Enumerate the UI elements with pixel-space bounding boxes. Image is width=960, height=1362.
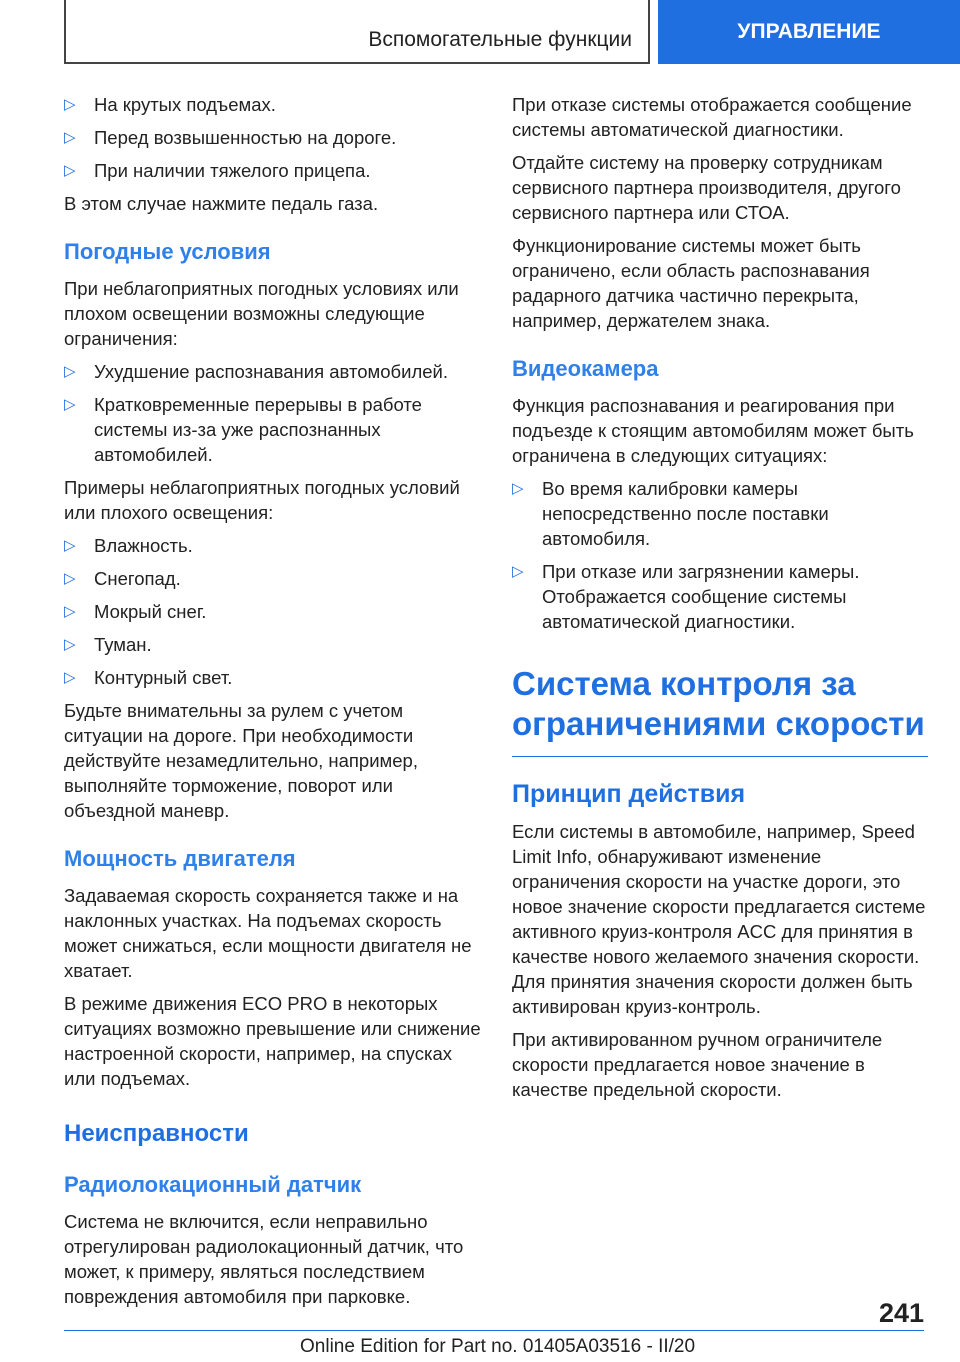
list-item: ▷ Ухудшение распознавания автомобилей. [64,361,449,382]
paragraph: В режиме движения ECO PRO в некоторых ситуациях возможно превышение или снижение настроенной скорости, например, на спусках или подъемах. [64,993,481,1089]
section-title: Вспомогательные функции [368,28,632,51]
paragraph: Система не включится, если неправильно отрегулирован радиолокационный датчик, что может, к примеру, являться последствием повреждения автомобиля при парковке. [64,1211,464,1307]
chapter-heading: Система контроля за ограничениями скорости [512,665,925,742]
triangle-right-icon: ▷ [64,129,76,146]
footer-divider [64,1330,924,1331]
list-item: ▷ Контурный свет. [64,667,233,688]
principle-heading: Принцип действия [512,780,746,808]
paragraph: Отдайте систему на проверку сотрудникам сервисного партнера производителя, другого сервисного партнера или СТОА. [512,152,901,223]
list-item: ▷ Влажность. [64,535,193,556]
left-column [64,92,482,1317]
paragraph: Примеры неблагоприятных погодных условий или плохого освещения: [64,477,460,523]
triangle-right-icon: ▷ [512,480,524,497]
paragraph: Будьте внимательны за рулем с учетом ситуации на дороге. При необходимости действуйте незамедлительно, например, выполняйте торможение, поворот или объездной маневр. [64,700,418,821]
triangle-right-icon: ▷ [64,396,76,413]
list-item: ▷ При отказе или загрязнении камеры. Отображается сообщение системы автоматической диагностики. [512,561,860,632]
triangle-right-icon: ▷ [64,603,76,620]
right-column [512,92,930,1110]
triangle-right-icon: ▷ [64,570,76,587]
header-box [64,0,650,64]
triangle-right-icon: ▷ [64,636,76,653]
list-item: ▷ Снегопад. [64,568,181,589]
triangle-right-icon: ▷ [512,563,524,580]
paragraph: В этом случае нажмите педаль газа. [64,193,379,214]
chapter-title: УПРАВЛЕНИЕ [737,20,881,43]
footer-edition: Online Edition for Part no. 01405A03516 - II/20 [300,1336,696,1357]
engine-heading: Мощность двигателя [64,846,296,871]
list-item: ▷ Кратковременные перерывы в работе системы из-за уже распознанных автомобилей. [64,394,422,465]
list-item: ▷ Туман. [64,634,152,655]
list-item: ▷ При наличии тяжелого прицепа. [64,160,371,181]
triangle-right-icon: ▷ [64,162,76,179]
paragraph: При отказе системы отображается сообщение системы автоматической диагностики. [512,94,912,140]
triangle-right-icon: ▷ [64,537,76,554]
triangle-right-icon: ▷ [64,96,76,113]
faults-heading: Неисправности [64,1120,249,1147]
list-item: ▷ Перед возвышенностью на дороге. [64,127,397,148]
paragraph: Функция распознавания и реагирования при подъезде к стоящим автомобилям может быть ограничена в следующих ситуациях: [512,395,914,466]
chapter-tab[interactable] [658,0,960,64]
triangle-right-icon: ▷ [64,363,76,380]
list-item: ▷ Мокрый снег. [64,601,207,622]
paragraph: Задаваемая скорость сохраняется также и на наклонных участках. На подъемах скорость может снижаться, если мощности двигателя не хватает. [64,885,472,981]
radar-heading: Радиолокационный датчик [64,1172,362,1197]
list-item: ▷ На крутых подъемах. [64,94,276,115]
camera-heading: Видеокамера [512,356,659,381]
paragraph: При активированном ручном ограничителе скорости предлагается новое значение в качестве предельной скорости. [512,1029,883,1100]
paragraph: При неблагоприятных погодных условиях или плохом освещении возможны следующие ограничения: [64,278,459,349]
weather-heading: Погодные условия [64,239,271,264]
list-item: ▷ Во время калибровки камеры непосредственно после поставки автомобиля. [512,478,829,549]
chapter-divider [512,756,928,757]
page-number: 241 [878,1298,924,1328]
paragraph: Если системы в автомобиле, например, Speed Limit Info, обнаруживают изменение ограничения скорости на участке дороги, это новое значение скорости предлагается системе активного круиз-контроля ACC для принятия в качестве нового желаемого значения скорости. Для принятия значения скорости должен быть активирован круиз-контроль. [512,821,926,1017]
triangle-right-icon: ▷ [64,669,76,686]
paragraph: Функционирование системы может быть ограничено, если область распознавания радарного датчика частично перекрыта, например, держателем знака. [512,235,870,331]
